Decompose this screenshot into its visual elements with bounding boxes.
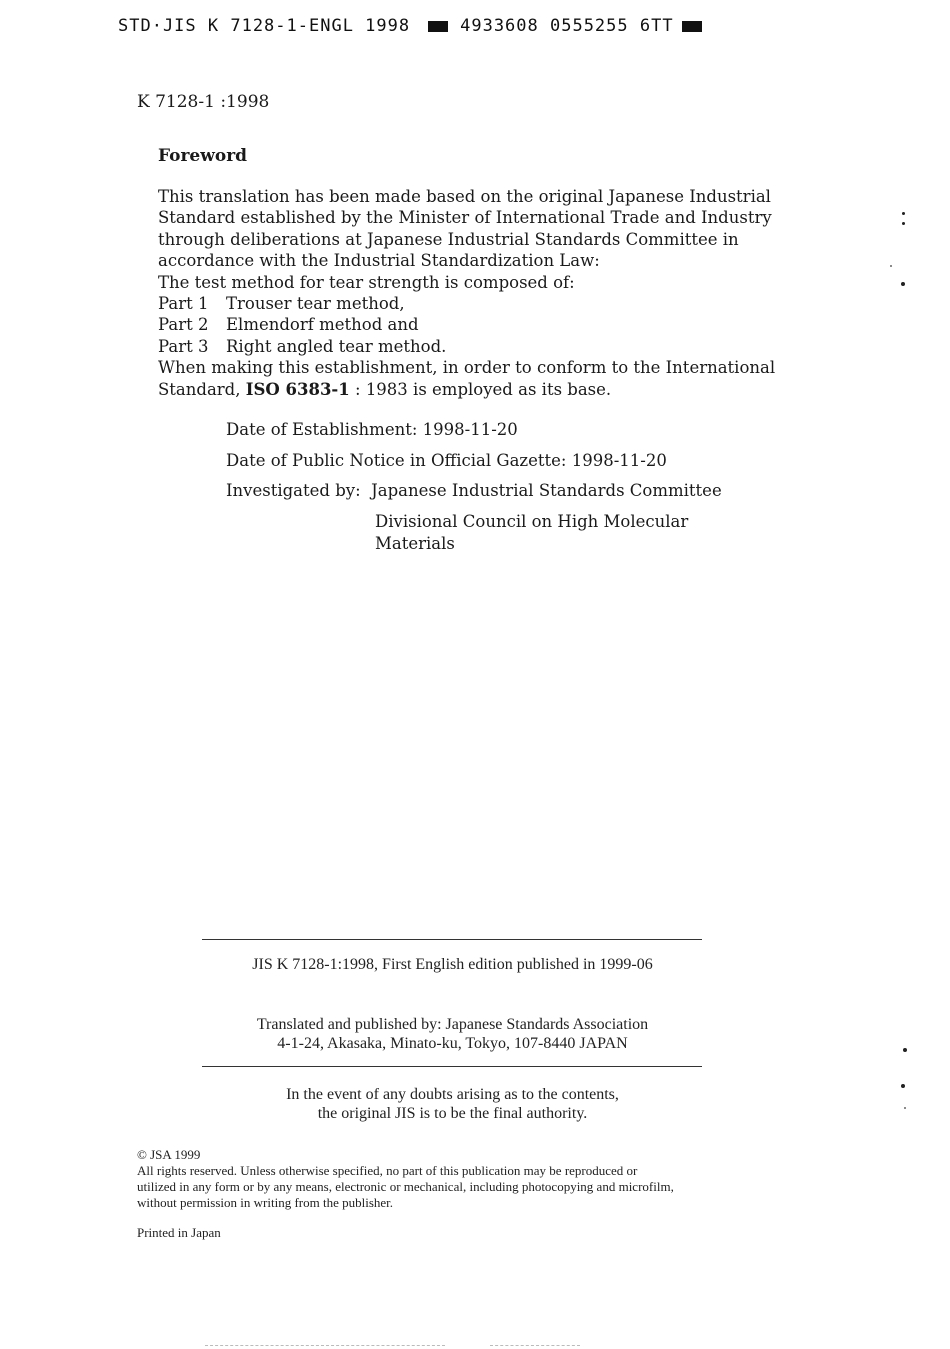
foreword-body xyxy=(158,186,778,400)
header-std-code: STD·JIS K 7128-1-ENGL 1998 xyxy=(118,16,411,36)
copyright-notice: © JSA 1999 xyxy=(137,1147,201,1162)
date-of-public-notice: Date of Public Notice in Official Gazette: 1998-11-20 xyxy=(226,450,667,470)
standard-code: K 7128-1 :1998 xyxy=(137,92,270,112)
barcode-block-icon xyxy=(682,21,702,32)
part-number: Part 2 xyxy=(158,315,209,335)
scan-speck xyxy=(904,1107,906,1109)
scan-speck xyxy=(901,282,905,286)
establishment-details xyxy=(226,420,722,554)
scan-speck xyxy=(902,222,905,225)
intro-line: This translation has been made based on the original Japanese Industrial xyxy=(158,187,771,206)
intro-line: through deliberations at Japanese Industrial Standards Committee in xyxy=(158,229,739,249)
closing-prefix: Standard, xyxy=(158,379,241,399)
investigated-by xyxy=(226,481,722,511)
part-number: Part 1 xyxy=(158,294,209,314)
investigated-label: Investigated by: xyxy=(226,481,361,500)
header-control-number: 4933608 0555255 6TT xyxy=(460,16,674,36)
scan-speck xyxy=(901,1084,905,1088)
rights-line: without permission in writing from the publisher. xyxy=(137,1195,394,1210)
rights-line: All rights reserved. Unless otherwise specified, no part of this publication may be reproduced or xyxy=(137,1163,638,1178)
rights-line: utilized in any form or by any means, electronic or mechanical, including photocopying and microfilm, xyxy=(137,1179,674,1194)
divider xyxy=(202,939,702,940)
scan-header xyxy=(118,16,702,36)
intro-line: The test method for tear strength is composed of: xyxy=(158,272,575,292)
investigated-committee: Japanese Industrial Standards Committee xyxy=(371,481,722,500)
closing-suffix: : 1983 is employed as its base. xyxy=(349,379,612,399)
date-of-establishment: Date of Establishment: 1998-11-20 xyxy=(226,420,518,439)
part-name: Elmendorf method and xyxy=(226,315,419,335)
part-name: Right angled tear method. xyxy=(226,336,447,356)
foreword-heading: Foreword xyxy=(158,146,248,166)
publisher-address: 4-1-24, Akasaka, Minato-ku, Tokyo, 107-8440 JAPAN xyxy=(277,1035,628,1052)
authority-note: In the event of any doubts arising as to the contents, xyxy=(286,1086,619,1103)
council-line: Materials xyxy=(375,533,455,553)
part-number: Part 3 xyxy=(158,336,209,356)
intro-line: accordance with the Industrial Standardization Law: xyxy=(158,251,600,271)
council-line: Divisional Council on High Molecular xyxy=(375,512,689,531)
printed-in: Printed in Japan xyxy=(137,1225,221,1240)
translated-by: Translated and published by: Japanese Standards Association xyxy=(256,1016,649,1033)
part-item xyxy=(158,314,778,335)
edition-info: JIS K 7128-1:1998, First English edition published in 1999-06 xyxy=(252,956,653,973)
authority-note: the original JIS is to be the final authority. xyxy=(317,1105,588,1122)
scan-speck xyxy=(903,1048,907,1052)
closing-reference xyxy=(158,379,778,400)
barcode-block-icon xyxy=(428,21,448,32)
scan-artifact xyxy=(205,1345,445,1347)
intro-line: Standard established by the Minister of International Trade and Industry xyxy=(158,208,772,228)
scan-speck xyxy=(890,265,892,267)
part-item xyxy=(158,336,778,357)
part-item xyxy=(158,293,778,314)
iso-reference: ISO 6383-1 xyxy=(245,379,350,399)
divider xyxy=(202,1066,702,1067)
copyright-block xyxy=(137,1147,797,1211)
part-name: Trouser tear method, xyxy=(226,294,405,314)
scan-speck xyxy=(902,212,905,215)
scan-artifact xyxy=(490,1345,580,1347)
closing-line: When making this establishment, in order to conform to the International xyxy=(158,358,776,378)
